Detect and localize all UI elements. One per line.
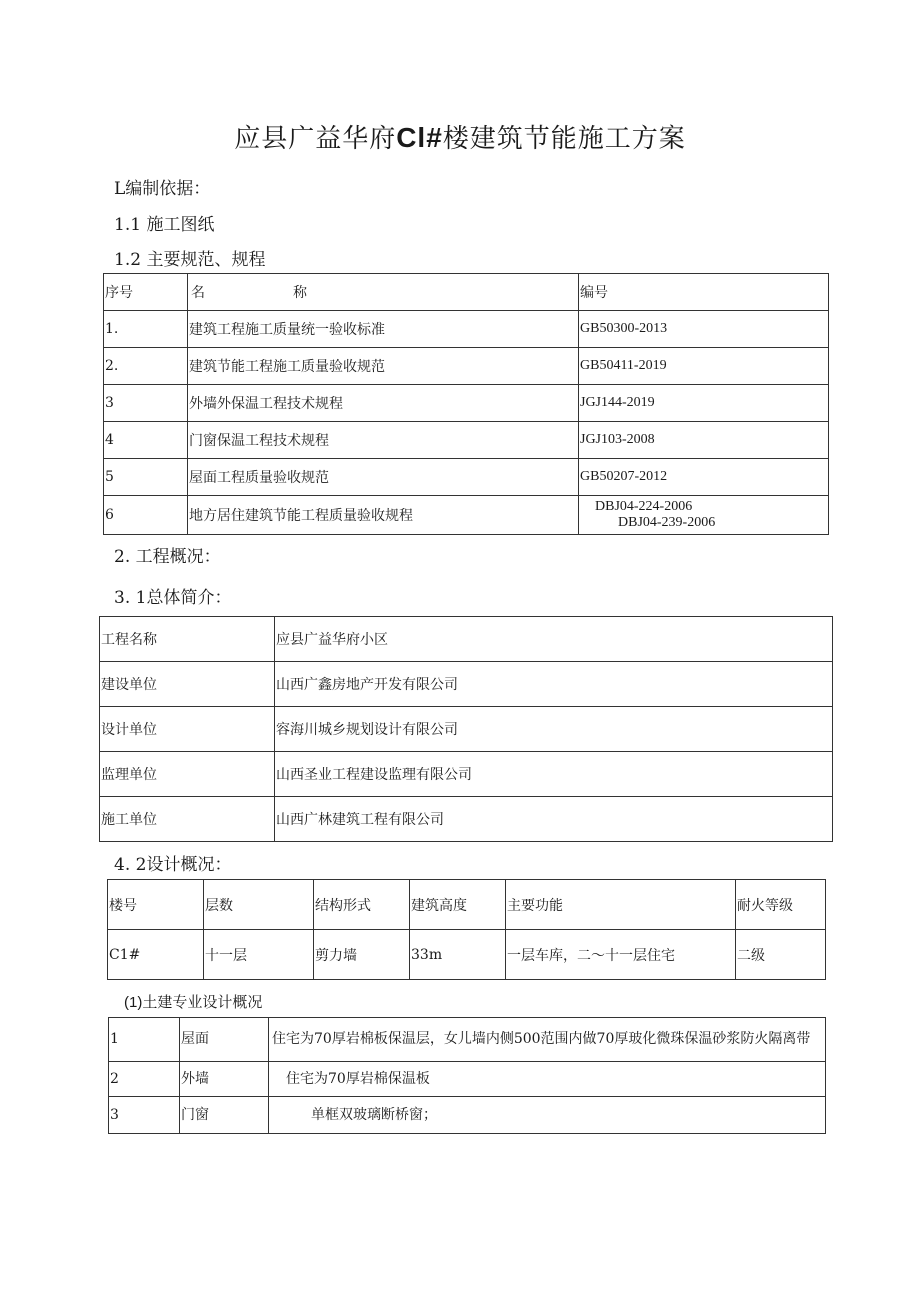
table-row	[100, 707, 833, 752]
cell-part: 屋面	[180, 1018, 269, 1062]
cell-name: 地方居住建筑节能工程质量验收规程	[188, 496, 579, 535]
cell-desc: 住宅为70厚岩棉板保温层，女儿墙内侧500范围内做70厚玻化微珠保温砂浆防火隔离带	[269, 1018, 826, 1062]
title-suffix: 楼建筑节能施工方案	[442, 124, 686, 154]
cell-building: C1#	[108, 930, 204, 980]
table-row	[109, 1062, 826, 1097]
section-drawings-heading: 1.1 施工图纸	[114, 215, 215, 235]
table-row	[104, 459, 829, 496]
cell-code	[579, 496, 829, 535]
standards-table	[103, 273, 829, 535]
section-overview-heading: 2. 工程概况：	[114, 547, 221, 567]
cell-structure: 剪力墙	[314, 930, 410, 980]
cell-no: 2	[109, 1062, 180, 1097]
header-function: 主要功能	[506, 880, 736, 930]
table-row	[100, 617, 833, 662]
section-summary-heading: 3. 1总体简介：	[114, 588, 232, 608]
header-name	[188, 274, 579, 311]
cell-function: 一层车库，二～十一层住宅	[506, 930, 736, 980]
cell-name: 门窗保温工程技术规程	[188, 422, 579, 459]
cell-no: 5	[104, 459, 188, 496]
header-name-a: 名	[191, 285, 205, 301]
header-floors: 层数	[204, 880, 314, 930]
cell-name: 建筑工程施工质量统一验收标准	[188, 311, 579, 348]
header-name-b: 称	[293, 285, 307, 301]
header-fire-rating: 耐火等级	[736, 880, 826, 930]
table-row	[109, 1097, 826, 1134]
title-prefix: 应县广益华府	[234, 124, 397, 154]
header-no: 序号	[104, 274, 188, 311]
header-building: 楼号	[108, 880, 204, 930]
cell-value: 山西广鑫房地产开发有限公司	[275, 662, 833, 707]
civil-table	[108, 1017, 826, 1134]
cell-fire-rating: 二级	[736, 930, 826, 980]
cell-value: 山西圣业工程建设监理有限公司	[275, 752, 833, 797]
table-row	[100, 752, 833, 797]
cell-label: 设计单位	[100, 707, 275, 752]
header-height: 建筑高度	[410, 880, 506, 930]
cell-no: 2.	[104, 348, 188, 385]
cell-no: 1	[109, 1018, 180, 1062]
cell-code: GB50300-2013	[579, 311, 829, 348]
cell-name: 建筑节能工程施工质量验收规范	[188, 348, 579, 385]
section-civil-heading: (1)土建专业设计概况	[124, 994, 263, 1011]
cell-code: JGJ103-2008	[579, 422, 829, 459]
title-building-id: Cl#	[396, 122, 443, 153]
cell-no: 4	[104, 422, 188, 459]
cell-part: 门窗	[180, 1097, 269, 1134]
table-row	[104, 348, 829, 385]
cell-desc: 住宅为70厚岩棉保温板	[269, 1062, 826, 1097]
section-basis-heading: L编制依据：	[114, 179, 211, 199]
cell-value: 山西广林建筑工程有限公司	[275, 797, 833, 842]
cell-code: JGJ144-2019	[579, 385, 829, 422]
table-row	[104, 385, 829, 422]
cell-value: 应县广益华府小区	[275, 617, 833, 662]
cell-code-line-2: DBJ04-239-2006	[618, 515, 716, 530]
cell-height: 33m	[410, 930, 506, 980]
header-code: 编号	[579, 274, 829, 311]
cell-no: 6	[104, 496, 188, 535]
cell-desc: 单框双玻璃断桥窗；	[269, 1097, 826, 1134]
cell-label: 施工单位	[100, 797, 275, 842]
cell-value: 容海川城乡规划设计有限公司	[275, 707, 833, 752]
cell-no: 3	[104, 385, 188, 422]
design-table	[107, 879, 826, 980]
section-standards-heading: 1.2 主要规范、规程	[114, 250, 266, 270]
table-header-row	[104, 274, 829, 311]
overview-table	[99, 616, 833, 842]
cell-name: 外墙外保温工程技术规程	[188, 385, 579, 422]
cell-part: 外墙	[180, 1062, 269, 1097]
cell-no: 1.	[104, 311, 188, 348]
table-row	[109, 1018, 826, 1062]
cell-code-line-1: DBJ04-224-2006	[595, 499, 693, 514]
table-row	[100, 662, 833, 707]
table-row	[100, 797, 833, 842]
cell-floors: 十一层	[204, 930, 314, 980]
cell-label: 监理单位	[100, 752, 275, 797]
cell-name: 屋面工程质量验收规范	[188, 459, 579, 496]
header-structure: 结构形式	[314, 880, 410, 930]
cell-code: GB50411-2019	[579, 348, 829, 385]
cell-label: 工程名称	[100, 617, 275, 662]
table-header-row	[108, 880, 826, 930]
table-row	[104, 496, 829, 535]
page-title	[0, 118, 920, 155]
table-row	[108, 930, 826, 980]
cell-code: GB50207-2012	[579, 459, 829, 496]
table-row	[104, 311, 829, 348]
cell-no: 3	[109, 1097, 180, 1134]
section-design-heading: 4. 2设计概况：	[114, 855, 232, 875]
table-row	[104, 422, 829, 459]
cell-label: 建设单位	[100, 662, 275, 707]
